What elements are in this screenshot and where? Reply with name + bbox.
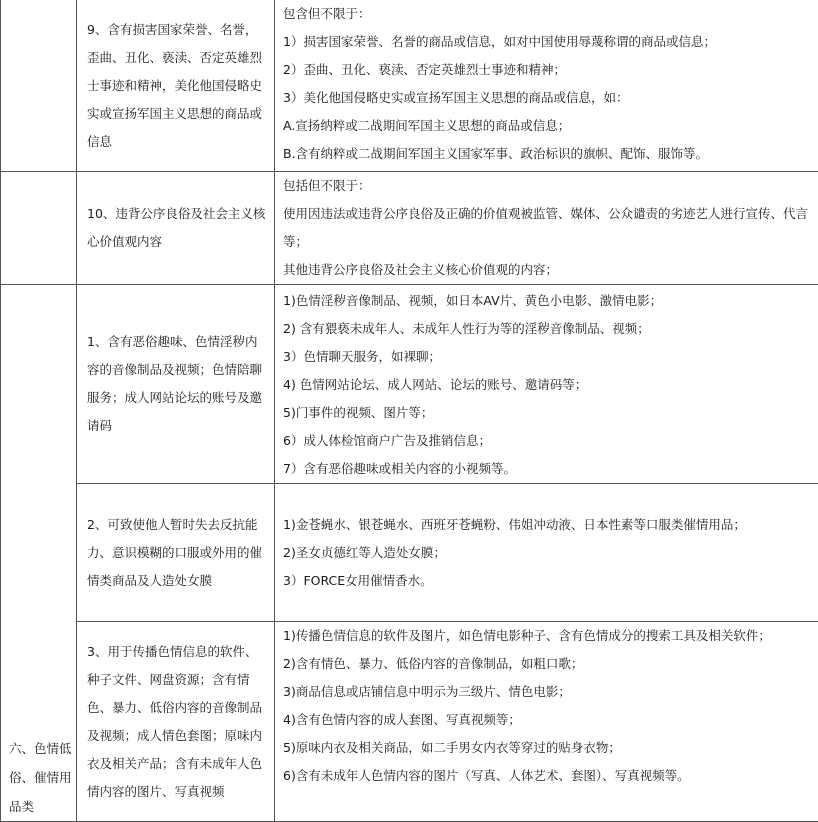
detail-cell (275, 172, 818, 285)
category-cell (1, 285, 77, 822)
detail-cell (275, 484, 818, 622)
detail-line: 3）美化他国侵略史实或宣扬军国主义思想的商品或信息，如： (283, 84, 812, 112)
detail-cell (275, 285, 818, 484)
detail-line: 2)圣女贞德红等人造处女膜； (283, 539, 812, 567)
detail-line: 包含但不限于： (283, 0, 812, 28)
detail-cell (275, 0, 818, 172)
detail-line: 1)色情淫秽音像制品、视频，如日本AV片、黄色小电影、激情电影； (283, 287, 812, 315)
detail-line: 3）FORCE女用催情香水。 (283, 567, 812, 595)
detail-line: 3）色情聊天服务，如裸聊； (283, 343, 812, 371)
detail-line: B.含有纳粹或二战期间军国主义国家军事、政治标识的旗帜、配饰、服饰等。 (283, 140, 812, 168)
subcategory-text: 9、含有损害国家荣誉、名誉，歪曲、丑化、亵渎、否定英雄烈士事迹和精神，美化他国侵略史实或宣扬军国主义思想的商品或信息 (87, 16, 266, 156)
subcategory-text: 10、违背公序良俗及社会主义核心价值观内容 (87, 200, 266, 256)
category-text: 六、色情低俗、催情用品类 (9, 734, 74, 821)
detail-line: 2）歪曲、丑化、亵渎、否定英雄烈士事迹和精神； (283, 56, 812, 84)
category-cell (1, 172, 77, 285)
subcategory-cell (77, 285, 275, 484)
table-row (1, 285, 818, 484)
detail-line: A.宣扬纳粹或二战期间军国主义思想的商品或信息； (283, 112, 812, 140)
detail-line: 4)含有色情内容的成人套图、写真视频等； (283, 706, 812, 734)
table-row (1, 172, 818, 285)
detail-line: 5)原味内衣及相关商品，如二手男女内衣等穿过的贴身衣物； (283, 734, 812, 762)
subcategory-cell (77, 172, 275, 285)
detail-line: 2) 含有猥亵未成年人、未成年人性行为等的淫秽音像制品、视频； (283, 315, 812, 343)
subcategory-text: 3、用于传播色情信息的软件、种子文件、网盘资源；含有情色、暴力、低俗内容的音像制品及视频；成人情色套图；原味内衣及相关产品；含有未成年人色情内容的图片、写真视频 (87, 638, 266, 806)
detail-line: 包括但不限于： (283, 172, 812, 200)
subcategory-text: 1、含有恶俗趣味、色情淫秽内容的音像制品及视频；色情陪聊服务；成人网站论坛的账号及邀请码 (87, 328, 266, 440)
detail-line: 1)金苍蝇水、银苍蝇水、西班牙苍蝇粉、伟姐冲动液、日本性素等口服类催情用品； (283, 511, 812, 539)
detail-line: 其他违背公序良俗及社会主义核心价值观的内容； (283, 256, 812, 284)
detail-line: 4) 色情网站论坛、成人网站、论坛的账号、邀请码等； (283, 371, 812, 399)
detail-line: 3)商品信息或店铺信息中明示为三级片、情色电影； (283, 678, 812, 706)
detail-line: 6)含有未成年人色情内容的图片（写真、人体艺术、套图）、写真视频等。 (283, 762, 812, 790)
table-row (1, 0, 818, 172)
detail-line: 6）成人体检馆商户广告及推销信息； (283, 427, 812, 455)
table-row (1, 622, 818, 822)
subcategory-cell (77, 622, 275, 822)
detail-line: 1）损害国家荣誉、名誉的商品或信息，如对中国使用辱蔑称谓的商品或信息； (283, 28, 812, 56)
subcategory-text: 2、可致使他人暂时失去反抗能力、意识模糊的口服或外用的催情类商品及人造处女膜 (87, 511, 266, 595)
detail-cell (275, 622, 818, 822)
detail-line: 5)门事件的视频、图片等； (283, 399, 812, 427)
detail-line: 使用因违法或违背公序良俗及正确的价值观被监管、媒体、公众谴责的劣迹艺人进行宣传、代言等； (283, 200, 812, 256)
subcategory-cell (77, 0, 275, 172)
detail-line: 2)含有情色、暴力、低俗内容的音像制品，如粗口歌； (283, 650, 812, 678)
detail-line: 7）含有恶俗趣味或相关内容的小视频等。 (283, 455, 812, 483)
category-cell (1, 0, 77, 172)
detail-line: 1)传播色情信息的软件及图片，如色情电影种子、含有色情成分的搜索工具及相关软件； (283, 622, 812, 650)
subcategory-cell (77, 484, 275, 622)
table-row (1, 484, 818, 622)
